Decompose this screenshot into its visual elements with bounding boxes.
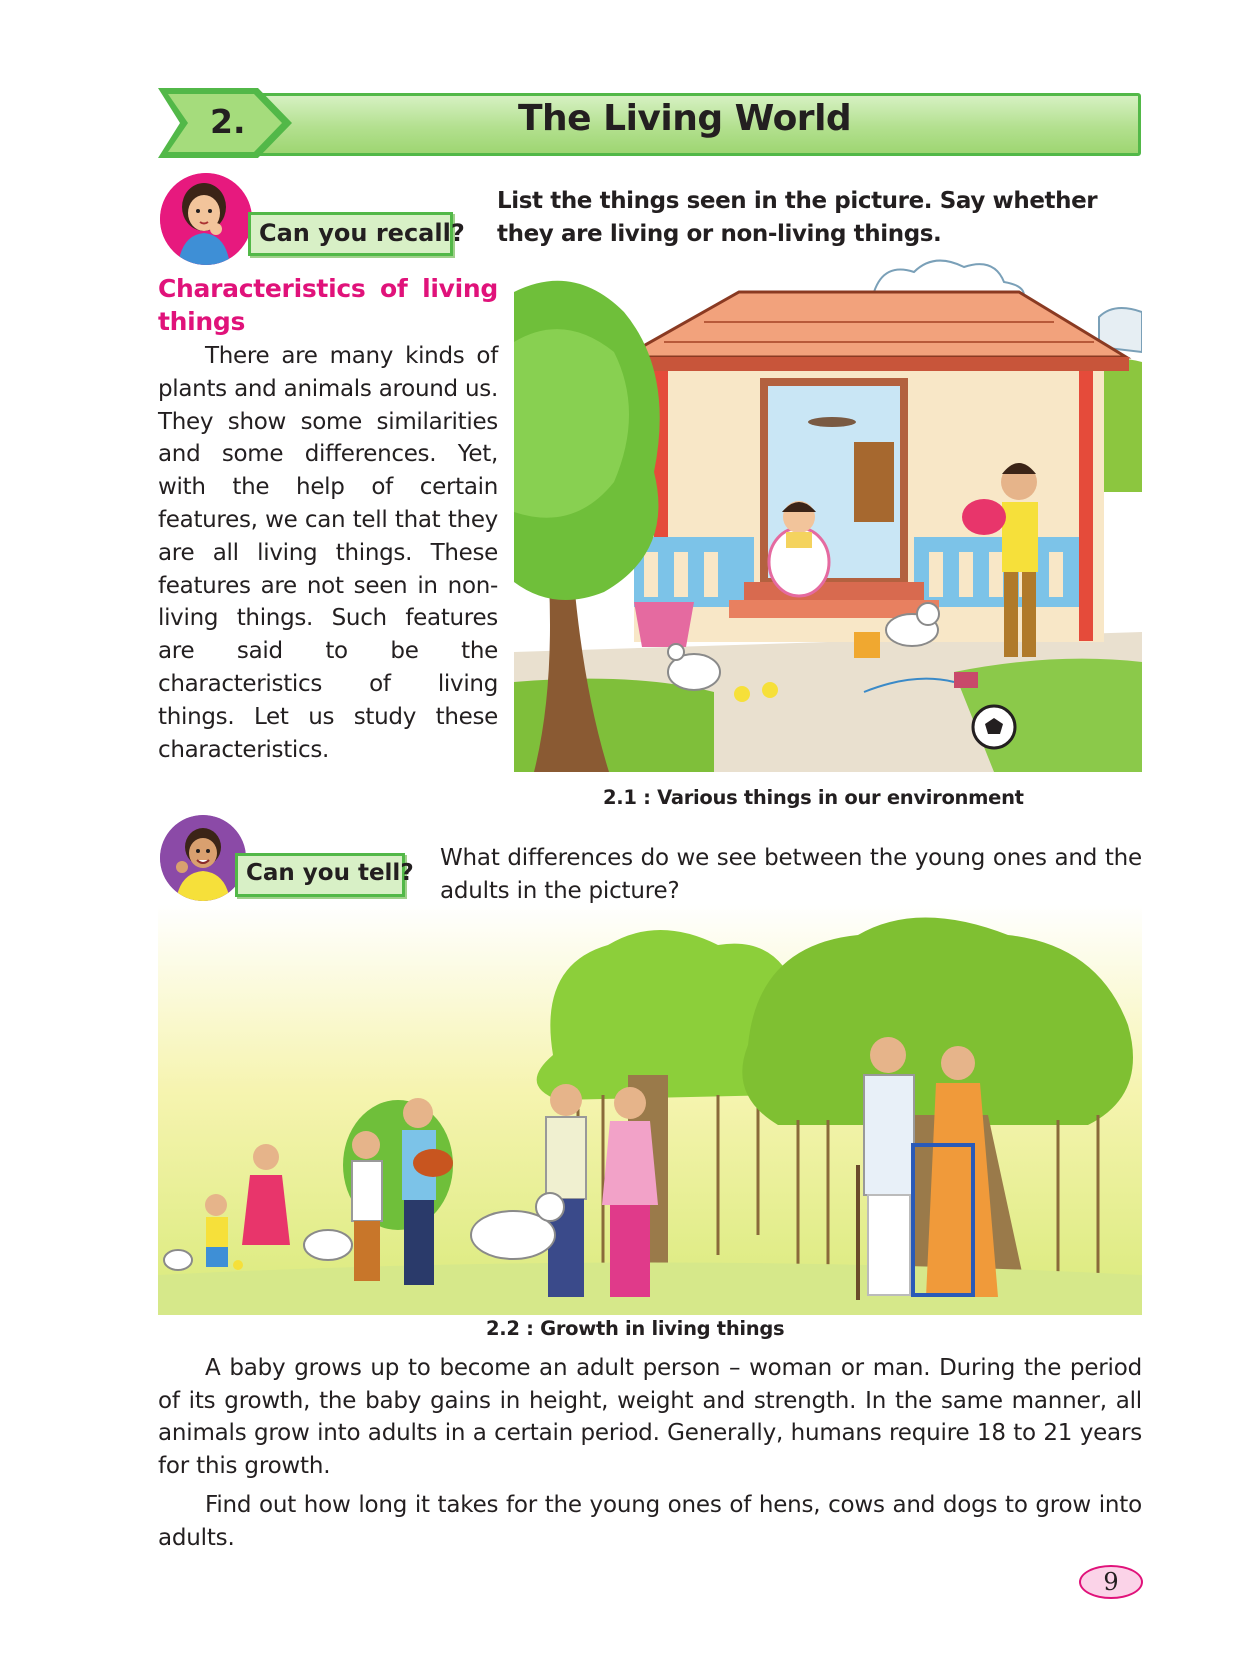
growth-body (158, 1352, 1142, 1561)
characteristics-paragraph: There are many kinds of plants and animals around us. They show some similarities and some differences. Yet, with the help of certain features, we can tell that they are all living things. These features are not seen in non-living things. Such features are said to be the characteristics of living things. Let us study these characteristics. (158, 343, 498, 763)
recall-task: List the things seen in the picture. Say whether they are living or non-living things. (497, 188, 1098, 247)
tell-question: What differences do we see between the young ones and the adults in the picture? (440, 845, 1142, 904)
figure2-caption: 2.2 : Growth in living things (486, 1317, 785, 1340)
can-you-tell-badge (160, 815, 414, 911)
figure-growth-illustration (158, 905, 1142, 1315)
page-number: 9 (1079, 1565, 1143, 1599)
figure1-caption: 2.1 : Various things in our environment (603, 786, 1024, 809)
chapter-title: The Living World (518, 98, 852, 139)
can-you-recall-label: Can you recall? (248, 212, 453, 256)
characteristics-body (158, 340, 498, 766)
chapter-header (158, 88, 1141, 158)
can-you-recall-badge (160, 168, 465, 266)
boy-avatar-icon (160, 815, 246, 901)
can-you-tell-label: Can you tell? (235, 853, 405, 897)
figure-environment-illustration (514, 252, 1142, 772)
growth-paragraph-2: Find out how long it takes for the young ones of hens, cows and dogs to grow into adults. (158, 1492, 1142, 1551)
chapter-number: 2. (210, 102, 246, 141)
characteristics-heading: Characteristics of living things (158, 274, 498, 336)
growth-paragraph-1: A baby grows up to become an adult person – woman or man. During the period of its growth, the baby gains in height, weight and strength. In the same manner, all animals grow into adults in a certain period. Generally, humans require 18 to 21 years for this growth. (158, 1355, 1142, 1479)
girl-avatar-icon (160, 173, 252, 265)
